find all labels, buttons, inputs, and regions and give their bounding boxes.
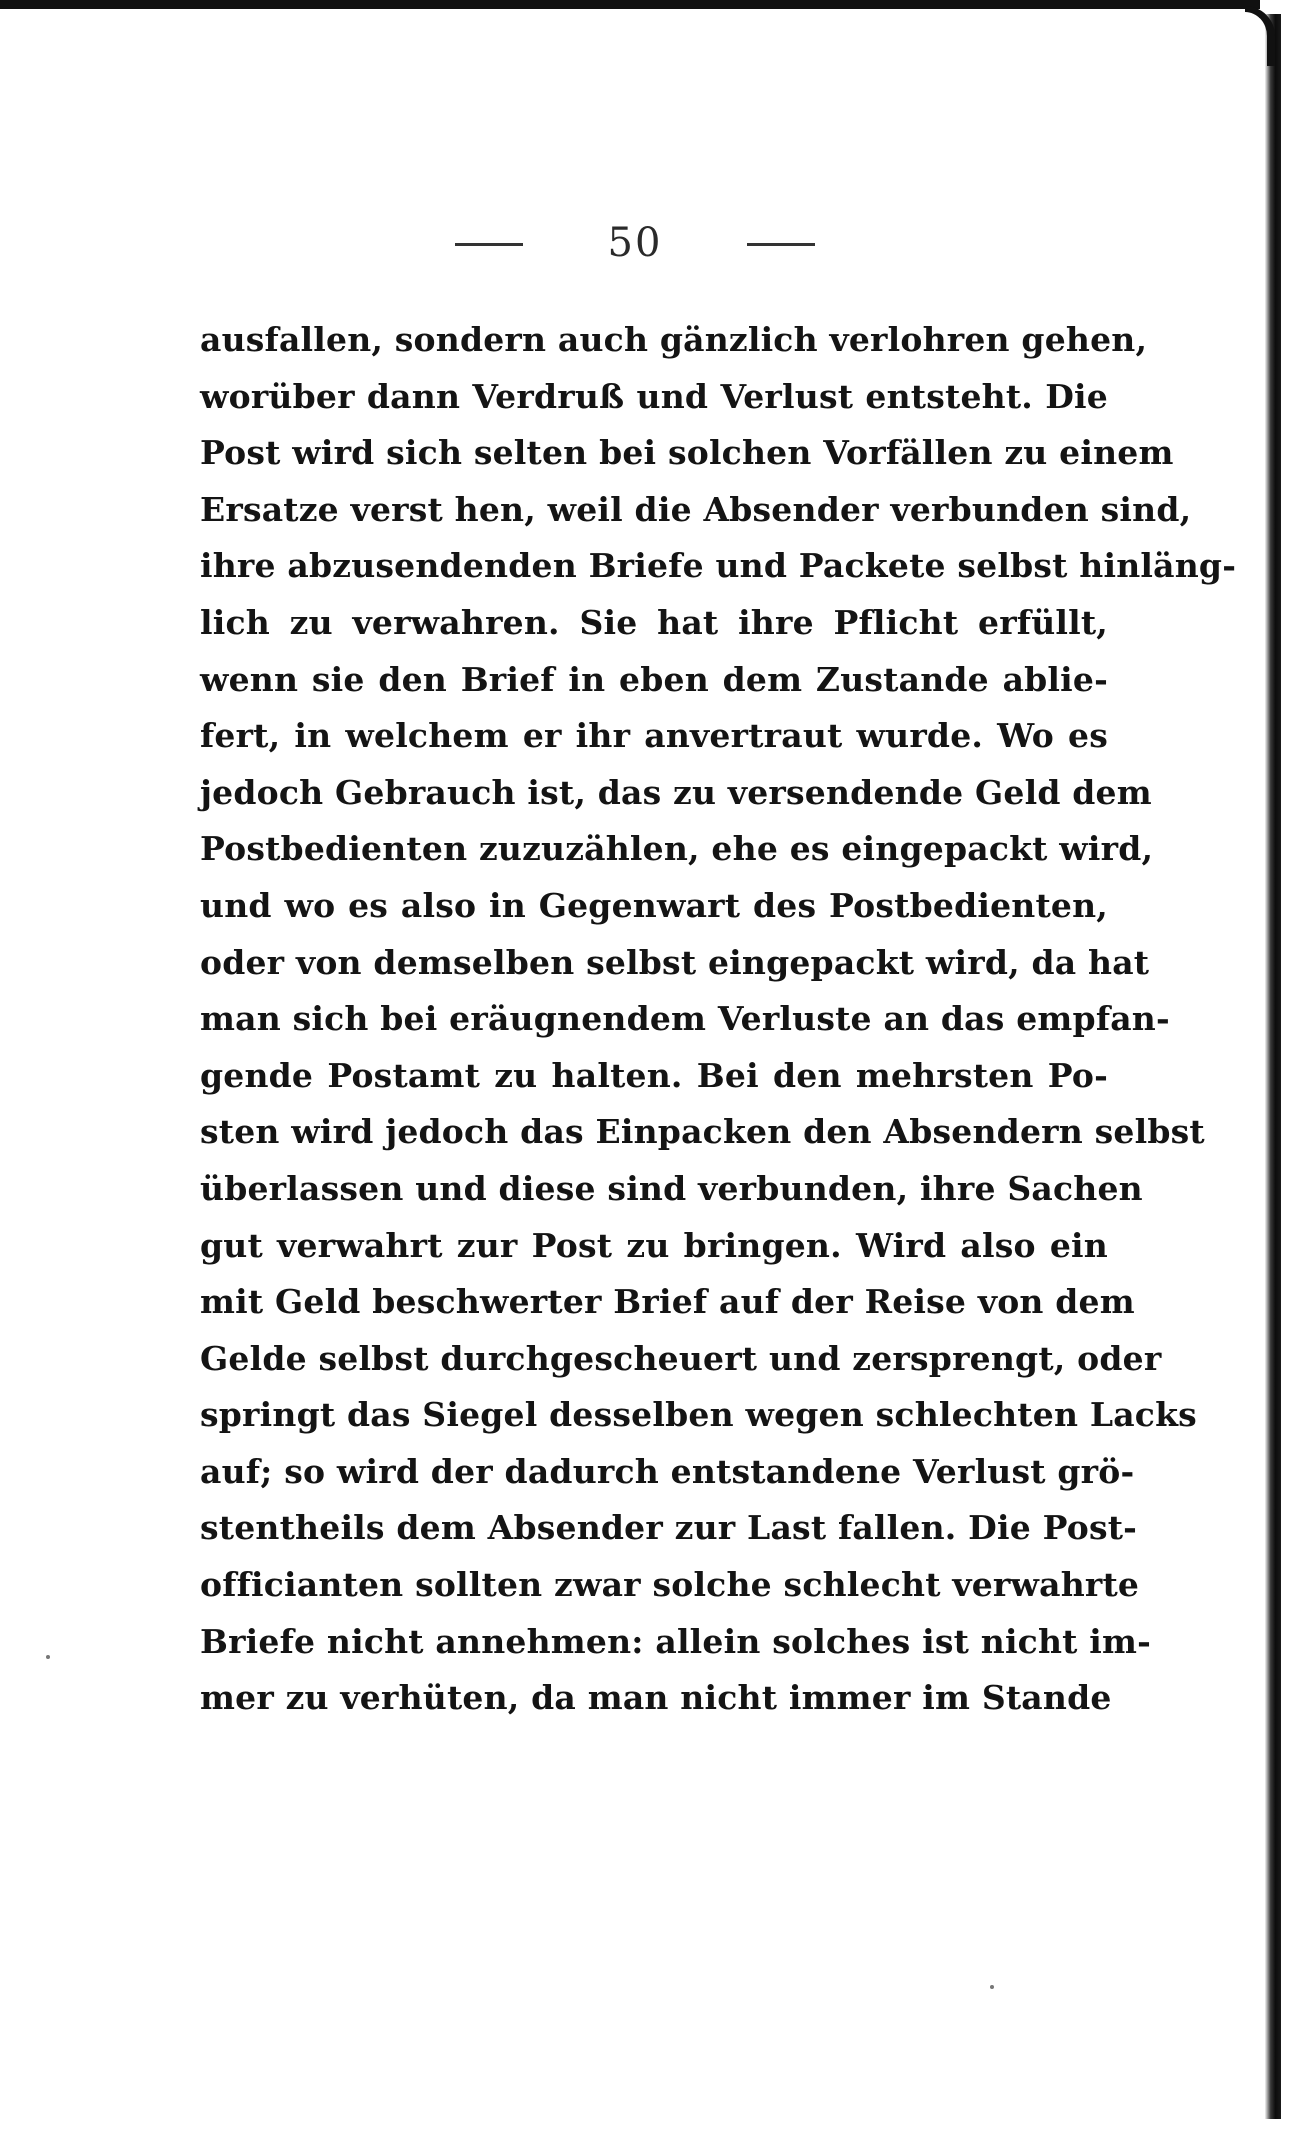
text-line: ausfallen, sondern auch gänzlich verlohren gehen, bbox=[200, 320, 1148, 359]
scan-right-edge bbox=[1265, 14, 1281, 2119]
text-line: Gelde selbst durchgescheuert und zersprengt, oder bbox=[200, 1338, 1162, 1378]
page-number: 50 bbox=[607, 220, 663, 266]
text-line: springt das Siegel desselben wegen schlechten Lacks bbox=[200, 1395, 1197, 1435]
text-line: und wo es also in Gegenwart des Postbedienten, bbox=[200, 885, 1108, 925]
text-line: officianten sollten zwar solche schlecht verwahrte bbox=[200, 1565, 1140, 1605]
text-line: überlassen und diese sind verbunden, ihre Sachen bbox=[200, 1168, 1143, 1208]
text-line: Post wird sich selten bei solchen Vorfällen zu einem bbox=[200, 433, 1174, 473]
text-line: worüber dann Verdruß und Verlust entsteht. Die bbox=[200, 376, 1108, 416]
text-line: oder von demselben selbst eingepackt wird, da hat bbox=[200, 942, 1150, 982]
text-line: fert, in welchem er ihr anvertraut wurde. Wo es bbox=[200, 716, 1108, 756]
text-line: stentheils dem Absender zur Last fallen. Die Post- bbox=[200, 1508, 1138, 1548]
text-line: gende Postamt zu halten. Bei den mehrsten Po- bbox=[200, 1055, 1108, 1095]
text-line: wenn sie den Brief in eben dem Zustande ablie- bbox=[200, 659, 1108, 699]
text-line: man sich bei eräugnendem Verluste an das empfan- bbox=[200, 999, 1170, 1039]
header-dash-left bbox=[455, 243, 523, 246]
body-text bbox=[200, 312, 1237, 1727]
text-line: gut verwahrt zur Post zu bringen. Wird also ein bbox=[200, 1225, 1108, 1265]
header-dash-right bbox=[747, 243, 815, 246]
text-line: mit Geld beschwerter Brief auf der Reise von dem bbox=[200, 1282, 1135, 1322]
text-line: lich zu verwahren. Sie hat ihre Pflicht erfüllt, bbox=[200, 602, 1108, 642]
text-line: mer zu verhüten, da man nicht immer im Stande bbox=[200, 1678, 1112, 1718]
text-line: jedoch Gebrauch ist, das zu versendende Geld dem bbox=[200, 772, 1152, 812]
text-line: auf; so wird der dadurch entstandene Verlust grö- bbox=[200, 1451, 1135, 1491]
page-header bbox=[445, 215, 825, 275]
text-line: Ersatze verst hen, weil die Absender verbunden sind, bbox=[200, 489, 1192, 529]
text-line: ihre abzusendenden Briefe und Packete selbst hinläng- bbox=[200, 546, 1237, 586]
scan-speck bbox=[46, 1655, 50, 1659]
scan-top-border bbox=[0, 0, 1260, 9]
text-line: Postbedienten zuzuzählen, ehe es eingepackt wird, bbox=[200, 829, 1154, 869]
text-line: sten wird jedoch das Einpacken den Absendern selbst bbox=[200, 1112, 1205, 1152]
scan-speck bbox=[990, 1985, 994, 1989]
text-line: Briefe nicht annehmen: allein solches ist nicht im- bbox=[200, 1621, 1152, 1661]
